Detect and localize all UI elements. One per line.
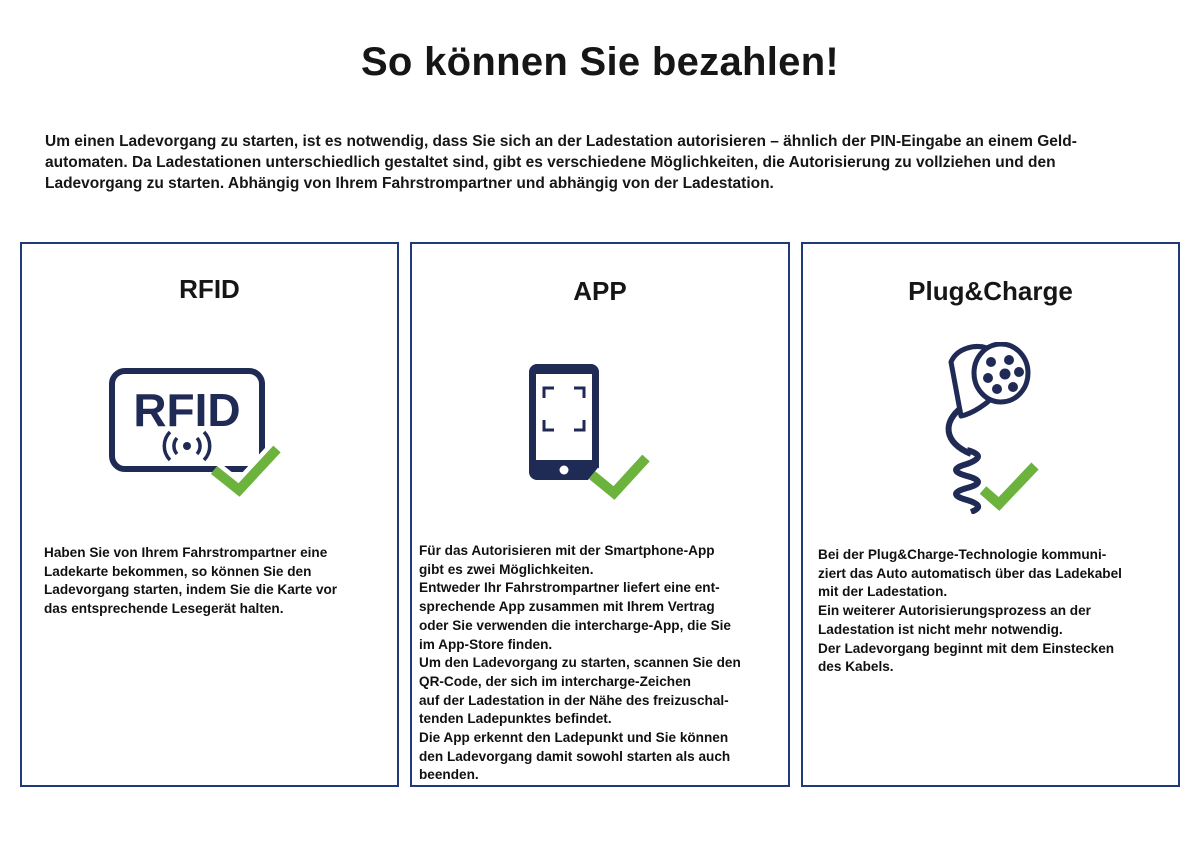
- card-rfid: [20, 242, 399, 787]
- description-line: Bei der Plug&Charge-Technologie kommuni-: [818, 547, 1107, 562]
- description-line: Haben Sie von Ihrem Fahrstrompartner eine: [44, 545, 328, 560]
- card-description: [818, 546, 1122, 677]
- card-title: APP: [573, 276, 627, 306]
- description-line: im App-Store finden.: [419, 636, 553, 652]
- description-line: Der Ladevorgang beginnt mit dem Einstecken: [818, 640, 1115, 656]
- description-line: oder Sie verwenden die intercharge-App, die Sie: [419, 617, 731, 633]
- intro-text: [45, 131, 1165, 194]
- description-line: Für das Autorisieren mit der Smartphone-App: [419, 543, 715, 558]
- description-line: Ein weiterer Autorisierungsprozess an der: [818, 603, 1091, 619]
- description-line: Ladevorgang starten, indem Sie die Karte vor: [44, 582, 338, 598]
- card-description: [419, 542, 741, 785]
- card-title: Plug&Charge: [908, 276, 1073, 306]
- description-line: ziert das Auto automatisch über das Ladekabel: [818, 565, 1122, 581]
- description-line: Entweder Ihr Fahrstrompartner liefert eine ent-: [419, 580, 720, 596]
- intro-line: Um einen Ladevorgang zu starten, ist es notwendig, dass Sie sich an der Ladestation autorisieren – ähnlich der PIN-Eingabe an einem Geld-: [45, 133, 1077, 150]
- card-app: [410, 242, 790, 787]
- description-line: des Kabels.: [818, 659, 894, 675]
- description-line: Ladestation ist nicht mehr notwendig.: [818, 621, 1063, 637]
- card-plug-and-charge: [801, 242, 1180, 787]
- page-title: So können Sie bezahlen!: [360, 40, 840, 84]
- charging-plug-icon: [931, 342, 1043, 514]
- description-line: Ladekarte bekommen, so können Sie den: [44, 563, 312, 579]
- description-line: auf der Ladestation in der Nähe des freizuschal-: [419, 692, 729, 708]
- description-line: QR-Code, der sich im intercharge-Zeichen: [419, 673, 691, 689]
- description-line: gibt es zwei Möglichkeiten.: [419, 561, 594, 577]
- description-line: mit der Ladestation.: [818, 584, 948, 600]
- rfid-card-icon: [107, 366, 287, 501]
- description-line: beenden.: [419, 767, 479, 783]
- card-title: RFID: [179, 274, 240, 304]
- description-line: Die App erkennt den Ladepunkt und Sie können: [419, 730, 729, 746]
- intro-line: automaten. Da Ladestationen unterschiedlich gestaltet sind, gibt es verschiedene Möglichkeiten, die Autorisierung zu vollziehen und den: [45, 154, 1056, 171]
- description-line: den Ladevorgang damit sowohl starten als auch: [419, 748, 731, 764]
- card-description: [44, 544, 337, 619]
- description-line: das entsprechende Lesegerät halten.: [44, 601, 284, 617]
- description-line: tenden Ladepunktes befindet.: [419, 711, 612, 727]
- description-line: sprechende App zusammen mit Ihrem Vertrag: [419, 599, 715, 615]
- rfid-icon-label: RFID: [133, 384, 241, 436]
- description-line: Um den Ladevorgang zu starten, scannen Sie den: [419, 655, 741, 671]
- intro-line: Ladevorgang zu starten. Abhängig von Ihrem Fahrstrompartner und abhängig von der Ladestation.: [45, 175, 774, 192]
- smartphone-qr-icon: [522, 358, 652, 503]
